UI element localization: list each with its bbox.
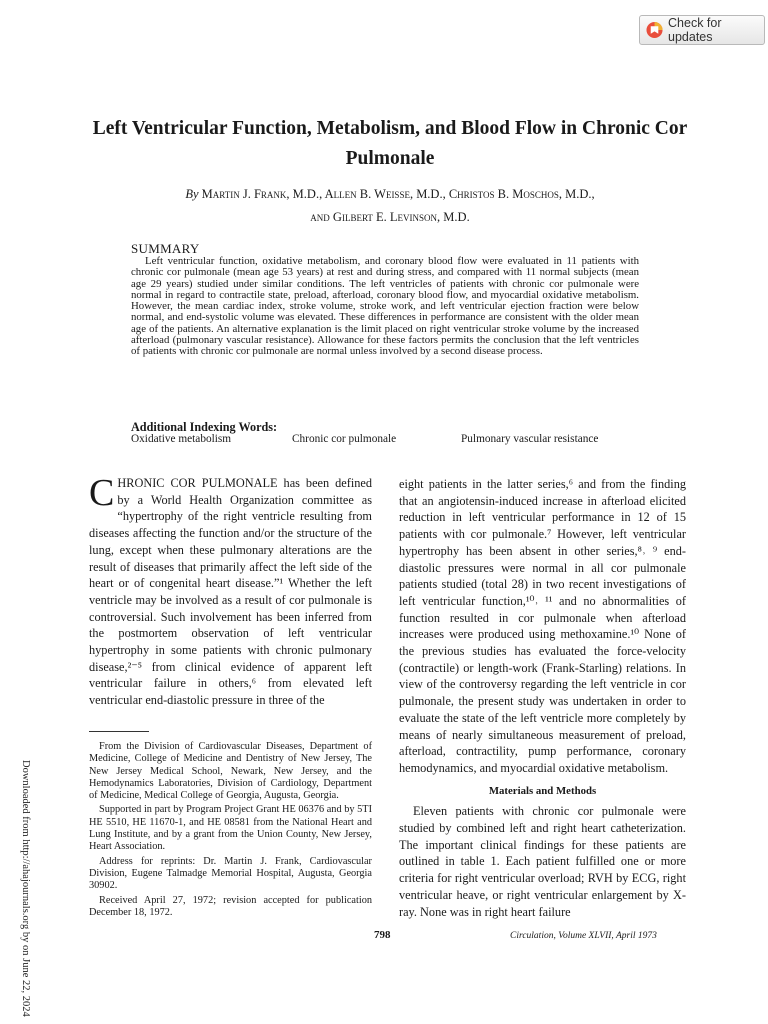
- indexing-heading: Additional Indexing Words:: [131, 420, 278, 434]
- indexing-word: Pulmonary vascular resistance: [461, 433, 599, 445]
- download-notice: Downloaded from http://ahajournals.org by on June 22, 2024: [20, 760, 31, 1017]
- continued-paragraph: eight patients in the latter series,⁶ and from the finding that an angiotensin-induced increase in afterload elicited reduction in left ventricular performance in 12 of 15 patients with cor pulmonale.⁷ However, left ventricular hypertrophy has been absent in other series,⁸˒ ⁹ end-diastolic pressures were normal in all cor pulmonale patients studied (total 28) in two recent investigations of left ventricular function,¹⁰˒ ¹¹ and no abnormalities of function resulted in cor pulmonale when afterload increases were produced using methoxamine.¹⁰ None of the previous studies has evaluated the force-velocity (contractile) or length-work (Frank-Starling) relations. In view of the controversy regarding the left ventricle in cor pulmonale, the present study was undertaken in order to evaluate the state of the left ventricle more completely by means of nearly simultaneous measurement of preload, afterload, contractility, pump performance, coronary hemodynamics, and myocardial oxidative metabolism.: [399, 477, 686, 775]
- author-byline: [100, 183, 680, 229]
- indexing-word: Chronic cor pulmonale: [292, 433, 397, 445]
- page-number: 798: [374, 929, 391, 941]
- footnote-support: Supported in part by Program Project Grant HE 06376 and by 5TI HE 5510, HE 11670-1, and HE 08581 from the National Heart and Lung Institute, and by a grant from the Union County, New Jersey, Heart Association.: [89, 804, 372, 853]
- drop-cap: C: [89, 472, 115, 514]
- indexing-word: Oxidative metabolism: [131, 433, 232, 445]
- author-line-2: and Gilbert E. Levinson, M.D.: [310, 210, 470, 224]
- journal-citation: Circulation, Volume XLVII, April 1973: [510, 931, 657, 941]
- footnotes: [89, 741, 372, 921]
- crossmark-icon: [646, 21, 663, 39]
- check-for-updates-button[interactable]: [639, 15, 765, 45]
- article-title: Left Ventricular Function, Metabolism, and Blood Flow in Chronic Cor Pulmonale: [92, 118, 688, 169]
- section-heading: Materials and Methods: [488, 784, 597, 797]
- footnote-divider: [89, 731, 149, 732]
- footnote-reprints: Address for reprints: Dr. Martin J. Frank, Cardiovascular Division, Eugene Talmadge Memorial Hospital, Augusta, Georgia 30902.: [89, 855, 372, 892]
- indexing-words: [131, 433, 651, 449]
- body-column-right: [399, 476, 686, 920]
- body-column-left: [89, 472, 372, 709]
- footnote-affiliation: From the Division of Cardiovascular Diseases, Department of Medicine, College of Medicine and Dentistry of New Jersey, The New Jersey Medical School, Newark, New Jersey, and the Hemodynamics Laboratories, Division of Cardiology, Department of Medicine, Medical College of Georgia, Augusta, Georgia.: [89, 741, 372, 802]
- intro-paragraph: HRONIC COR PULMONALE has been defined by a World Health Organization committee as “hypertrophy of the right ventricle resulting from diseases affecting the function and/or the structure of the lung, except when these pulmonary alterations are the result of diseases that primarily affect the left side of the heart or of congenital heart disease.”¹ Whether the left ventricle may be involved as a result of cor pulmonale is controversial. Such involvement has been inferred from the postmortem observation of left ventricular hypertrophy in some patients with chronic pulmonary disease,²⁻⁵ from clinical evidence of apparent left ventricular failure in others,⁶ from elevated left ventricular end-diastolic pressure in three of the: [89, 476, 372, 708]
- summary-text: Left ventricular function, oxidative metabolism, and coronary blood flow were evaluated in 11 patients with chronic cor pulmonale (mean age 53 years) at rest and during stress, and compared with 11 normal subjects (mean age 29 years) studied under similar conditions. The left ventricles of patients with chronic cor pulmonale were normal in regard to contractile state, preload, afterload, coronary blood flow, and myocardial oxidative metabolism. However, the mean cardiac index, stroke volume, stroke work, and left ventricular ejection fraction were below normal, and end-systolic volume was elevated. These differences in performance are consistent with the older mean age of the patients. An alternative explanation is the limit placed on right ventricular stroke volume by the increased afterload (pulmonary vascular resistance). Allowance for these factors permits the conclusion that the left ventricles of patients with chronic cor pulmonale are normal unless involved by a second disease process.: [131, 255, 639, 358]
- check-for-updates-label: Check for updates: [668, 16, 722, 44]
- summary-heading: SUMMARY: [131, 241, 200, 256]
- byline-prefix: By: [185, 187, 199, 201]
- methods-paragraph: Eleven patients with chronic cor pulmonale were studied by combined left and right heart catheterization. The important clinical findings for these patients are outlined in table 1. Each patient fulfilled one or more criteria for right ventricular overload; RVH by ECG, right ventricular heave, or right ventricular enlargement by X-ray. None was in right heart failure: [399, 804, 686, 919]
- footnote-received: Received April 27, 1972; revision accepted for publication December 18, 1972.: [89, 894, 372, 918]
- author-line-1: Martin J. Frank, M.D., Allen B. Weisse, M.D., Christos B. Moschos, M.D.,: [201, 187, 595, 201]
